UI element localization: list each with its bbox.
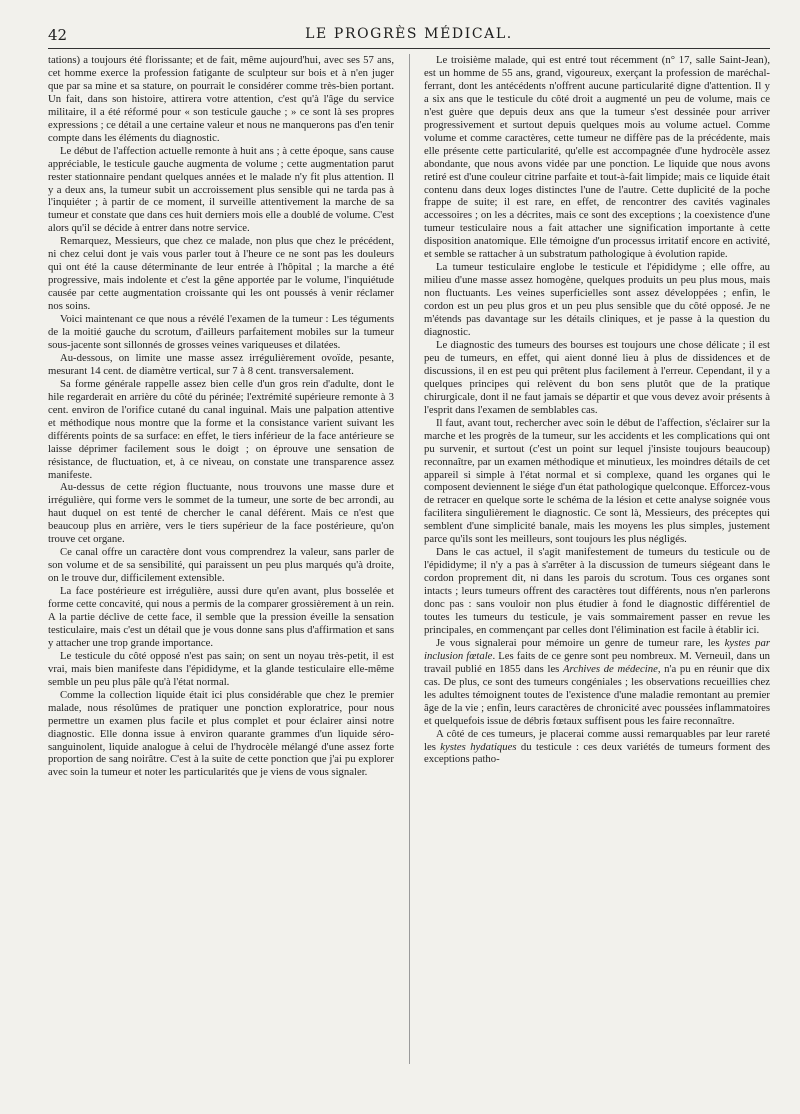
- paragraph-text: . Les faits de ce genre sont peu nombreux. M. Verneuil, dans un travail publié en 1855 dans les: [424, 649, 771, 675]
- page-number: 42: [48, 26, 68, 44]
- paragraph: La tumeur testiculaire englobe le testicule et l'épididyme ; elle offre, au milieu d'une masse assez homogène, quelques produits un peu plus mous, mais non fluctuants. Les veines superficielles sont assez développées ; enfin, le cordon est un peu plus gros et un peu plus sensible que du côté opposé. Je ne m'étends pas davantage sur les détails cliniques, et je passe à la question du diagnostic.: [424, 261, 770, 339]
- italic-term: kystes hydatiques: [440, 740, 517, 753]
- paragraph-text: du testicule : ces deux variétés de tumeurs forment des exceptions patho-: [424, 740, 771, 766]
- paragraph: Sa forme générale rappelle assez bien celle d'un gros rein d'adulte, dont le hile regarderait en arrière du côté du périnée; l'extrémité supérieure remonte à 3 cent. environ de l'orifice cutané du canal inguinal. Mais une palpation attentive et méthodique nous montre que la forme et la consistance varient suivant les différents points de sa surface: en effet, le tiers inférieur de la face antérieure se laisse déprimer facilement sous le doigt ; on éprouve une sensation de résistance, de fluctuation, et, à ce niveau, on constate une transparence assez manifeste.: [48, 377, 394, 481]
- column-divider: [409, 54, 410, 1064]
- paragraph: Au-dessus de cette région fluctuante, nous trouvons une masse dure et irrégulière, qui forme vers le sommet de la tumeur, une sorte de bec arrondi, au haut duquel on est tenté de chercher le canal déférent. Mais ce n'est que beaucoup plus en arrière, vers le tiers supérieur de la face postérieure, qu'on trouve cet organe.: [48, 481, 394, 546]
- paragraph: Le début de l'affection actuelle remonte à huit ans ; à cette époque, sans cause appréciable, le testicule gauche augmenta de volume ; cette augmentation parut rester stationnaire pendant quelques années et le malade n'y fit plus attention. Il y a deux ans, la tumeur subit un accroissement plus sensible qui ne tarda pas à l'inquiéter ; à partir de ce moment, il surveille attentivement la marche de sa tumeur et constate que dans ces huit derniers mois elle a doublé de volume. C'est alors qu'il se décide à entrer dans notre service.: [48, 144, 394, 235]
- italic-term: Archives de médecine: [563, 662, 658, 675]
- left-column: [48, 54, 394, 779]
- paragraph: Comme la collection liquide était ici plus considérable que chez le premier malade, nous résolûmes de pratiquer une ponction exploratrice, pour nous permettre un examen plus facile et plus complet et pour éclairer ainsi notre diagnostic. Elle donna issue à environ quarante grammes d'un liquide séro-sanguinolent, liquide analogue à celui de l'hydrocèle mélangé d'une assez forte proportion de sang noirâtre. C'est à la suite de cette ponction que j'ai pu explorer avec soin la tumeur et noter les particularités que je viens de vous signaler.: [48, 688, 394, 779]
- paragraph: [424, 728, 770, 767]
- paragraph: Au-dessous, on limite une masse assez irrégulièrement ovoïde, pesante, mesurant 14 cent. de diamètre vertical, sur 7 à 8 cent. transversalement.: [48, 351, 394, 377]
- italic-term: kystes par inclusion fœtale: [424, 636, 770, 662]
- paragraph: La face postérieure est irrégulière, aussi dure qu'en avant, plus bosselée et forme cette concavité, qui nous a permis de la comparer grossièrement à un rein. A la partie déclive de cette face, il semble que la pression éveille la sensation testiculaire, mais c'est un détail que je vous donne sans plus d'affirmation et sans y attacher une trop grande importance.: [48, 585, 394, 649]
- paragraph: Le testicule du côté opposé n'est pas sain; on sent un noyau très-petit, il est vrai, mais bien manifeste dans l'épididyme, et la glande testiculaire elle-même semble un peu plus pâle qu'à l'état normal.: [48, 649, 394, 688]
- paragraph-text: Je vous signalerai pour mémoire un genre de tumeur rare, les: [436, 636, 725, 649]
- paragraph: Dans le cas actuel, il s'agit manifestement de tumeurs du testicule ou de l'épididyme; il n'y a pas à s'arrêter à la discussion de tumeurs siégeant dans le cordon proprement dit, ni dans les parois du scrotum. Tous ces organes sont intacts ; leurs tumeurs offrent des caractères tout différents, nous n'en parlerons donc pas : sans vouloir non plus étudier à fond le diagnostic différentiel de toutes les tumeurs du testicule, je vais sommairement passer en revue les principales, en commençant par celles dont l'élimination est facile à établir ici.: [424, 546, 770, 636]
- paragraph: Voici maintenant ce que nous a révélé l'examen de la tumeur : Les téguments de la moitié gauche du scrotum, d'ailleurs parfaitement mobiles sur la tumeur sous-jacente sont sillonnés de grosses veines variqueuses et dilatées.: [48, 313, 394, 351]
- paragraph: Ce canal offre un caractère dont vous comprendrez la valeur, sans parler de son volume et de sa sensibilité, qui paraissent un peu plus marqués qu'à droite, on le trouve dur, difficilement extensible.: [48, 546, 394, 585]
- paragraph-text: A côté de ces tumeurs, je placerai comme aussi remarquables par leur rareté les: [424, 727, 770, 753]
- paragraph: Remarquez, Messieurs, que chez ce malade, non plus que chez le précédent, ni chez celui dont je vais vous parler tout à l'heure ce ne sont pas les douleurs qui ont été la cause déterminante de leur entrée à l'hôpital ; la marche a été progressive, mais indolente et c'est la gêne apportée par le volume, l'inquiétude causée par cette augmentation croissante qui les ont poussés à venir réclamer nos soins.: [48, 235, 394, 313]
- running-title: LE PROGRÈS MÉDICAL.: [305, 26, 513, 42]
- paragraph: tations) a toujours été florissante; et de fait, même aujourd'hui, avec ses 57 ans, cet homme exerce la profession fatigante de sculpteur sur bois et à n'en juger que par sa mine et sa stature, on pourrait le considérer comme très-bien portant. Un fait, dans son histoire, attirera votre attention, c'est qu'à l'âge du service militaire, il a été réformé pour « son testicule gauche ; » ce sont là ses propres expressions ; ce détail a une certaine valeur et nous ne manquerons pas d'en tenir compte dans les éléments du diagnostic.: [48, 54, 394, 144]
- paragraph: Le troisième malade, qui est entré tout récemment (n° 17, salle Saint-Jean), est un homme de 55 ans, grand, vigoureux, exerçant la profession de maréchal-ferrant, dont les antécédents n'offrent aucune particularité digne d'attention. Il y a six ans que le testicule du côté droit a augmenté un peu de volume, mais ce n'est guère que depuis deux ans que la tumeur s'est dessinée pour arriver progressivement et surtout depuis quelques mois au volume actuel. Comme volume et comme caractères, cette tumeur ne diffère pas de la précédente, mais elle présente cette particularité, qu'elle est accompagnée d'une hydrocèle assez abondante, que nous avons vidée par une ponction. Le liquide que nous avons retiré est d'une couleur citrine parfaite et tout-à-fait limpide; mais ce liquide était contenu dans deux loges distinctes l'une de l'autre. Cette duplicité de la poche frappe de suite; il est rare, en effet, de rencontrer des cavités vaginales accessoires ; on les a décrites, mais ce sont des exceptions ; la coexistence d'une tumeur testiculaire nous a fait attacher une signification importante à cette disposition anatomique. Elle témoigne d'un processus irritatif encore en activité, et semble se rattacher à un substratum pathologique à évolution rapide.: [424, 54, 770, 261]
- page-header: [48, 24, 770, 49]
- paragraph: [424, 637, 770, 728]
- right-column: [424, 54, 770, 766]
- paragraph: Le diagnostic des tumeurs des bourses est toujours une chose délicate ; il est peu de tumeurs, en effet, qui aient donné lieu à plus de dissidences et de discussions, il en est peu qui prêtent plus facilement à l'erreur. Cependant, il y a quelques principes qui relèvent du bon sens plutôt que de la pratique chirurgicale, dont il ne faut jamais se départir et que vous devez avoir présents à l'esprit dans l'examen de semblables cas.: [424, 338, 770, 416]
- paragraph-text: , n'a pu en réunir que dix cas. De plus, ce sont des tumeurs congéniales ; les observations recueillies chez les adultes témoignent toutes de l'existence d'une maladie remontant au premier âge de la vie ; enfin, leurs caractères de chronicité avec poussées inflammatoires et quelquefois issue de débris fœtaux suffisent pous les faire reconnaître.: [424, 662, 770, 727]
- paragraph: Il faut, avant tout, rechercher avec soin le début de l'affection, s'éclairer sur la marche et les progrès de la tumeur, sur les accidents et les complications qui ont pu survenir, et surtout (c'est un point sur lequel j'insiste toujours beaucoup) reconnaître, par un examen méthodique et minutieux, les moindres détails de cet appareil si simple à l'état normal et si complexe, quand les organes qui le composent deviennent le siége d'un état pathologique quelconque. Efforcez-vous de retracer en quelque sorte le schéma de la lésion et cette analyse soignée vous facilitera singulièrement le diagnostic. Ce sont là, Messieurs, des préceptes qui semblent d'une simplicité banale, mais les moyens les plus simples, justement parce qu'ils sont les meilleurs, sont toujours les plus négligés.: [424, 416, 770, 546]
